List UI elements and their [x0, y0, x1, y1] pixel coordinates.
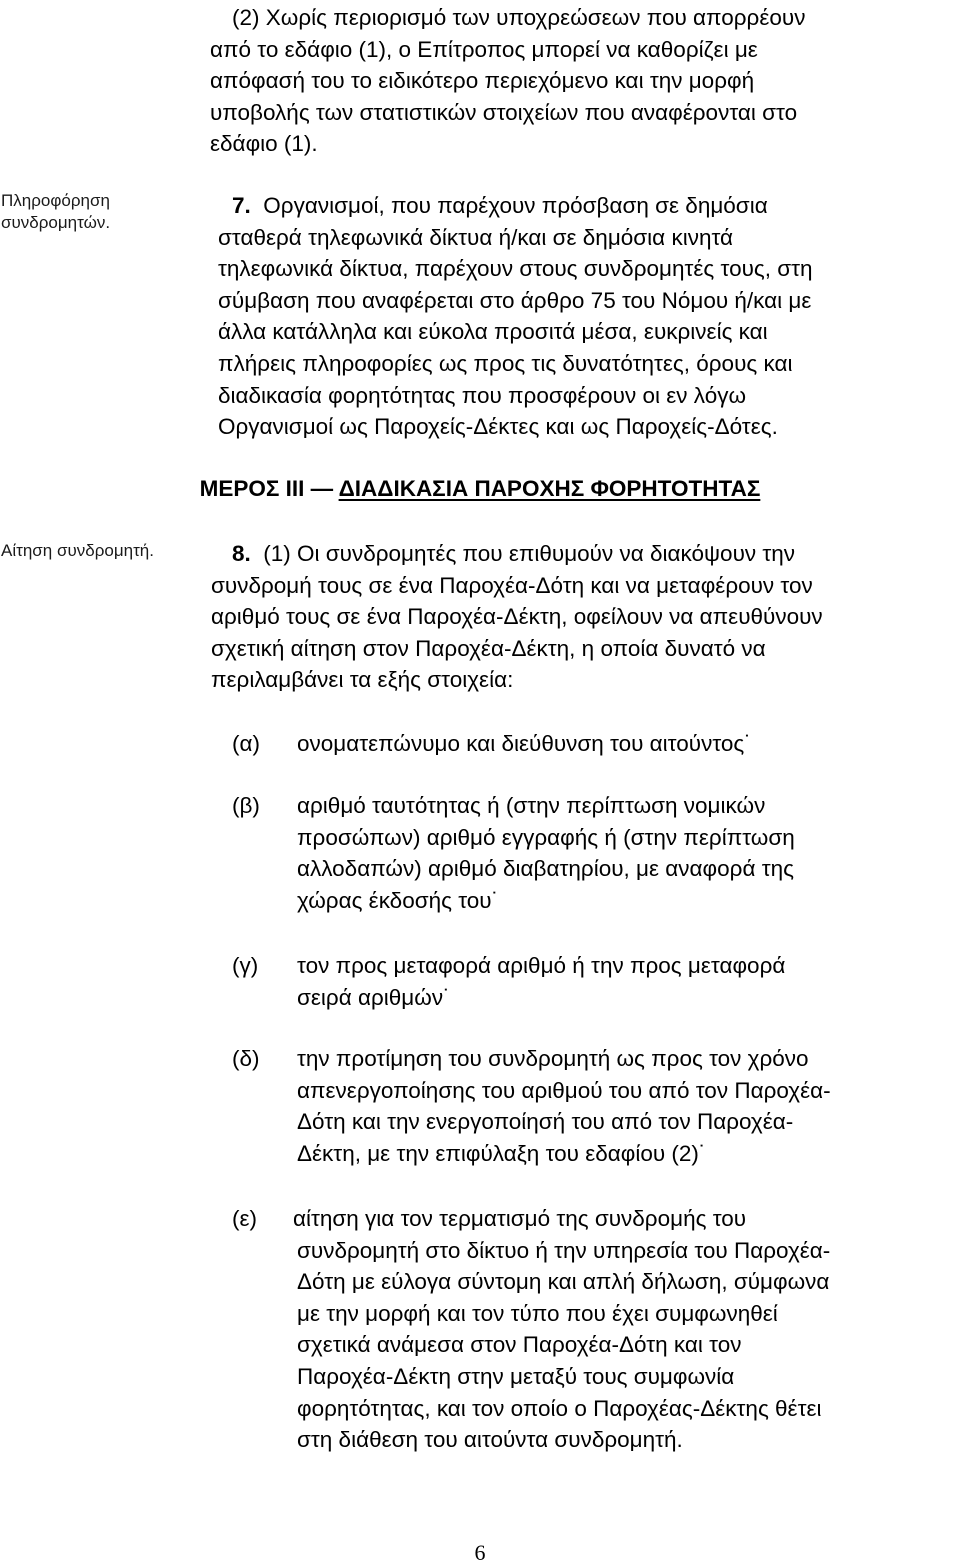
text-line: συνδρομή τους σε ένα Παροχέα-Δότη και να μεταφέρουν τον	[211, 572, 813, 598]
text-line: απόφασή του το ειδικότερο περιεχόμενο και την μορφή	[210, 68, 755, 94]
section-7	[218, 190, 953, 443]
list-item-text	[297, 1043, 947, 1169]
text-line: φορητότητας, και τον οποίο ο Παροχέας-Δέκτης θέτει	[297, 1395, 822, 1421]
section-7-first-line	[232, 190, 953, 222]
part-heading-dash: —	[304, 476, 339, 501]
text-line: σχετική αίτηση στον Παροχέα-Δέκτη, η οποία δυνατό να	[211, 635, 766, 661]
text-line: Δέκτη, με την επιφύλαξη του εδαφίου (2)˙	[297, 1140, 707, 1166]
list-item-text	[293, 1203, 947, 1456]
text-line: στη διάθεση του αιτούντα συνδρομητή.	[297, 1427, 683, 1453]
text-line: από το εδάφιο (1), ο Επίτροπος μπορεί να καθορίζει με	[210, 36, 758, 62]
part-heading	[0, 476, 960, 502]
text-line: πλήρεις πληροφορίες ως προς τις δυνατότητες, όρους και	[218, 350, 793, 376]
part-heading-title: ΔΙΑΔΙΚΑΣΙΑ ΠΑΡΟΧΗΣ ΦΟΡΗΤΟΤΗΤΑΣ	[338, 476, 761, 501]
text-line: τον προς μεταφορά αριθμό ή την προς μεταφορά	[297, 953, 786, 978]
text-line: εδάφιο (1).	[210, 131, 318, 157]
list-item-label: (δ)	[232, 1046, 260, 1071]
text-line: αριθμό τους σε ένα Παροχέα-Δέκτη, οφείλουν να απευθύνουν	[211, 604, 823, 630]
section-number: 8.	[232, 541, 251, 566]
text-line: σταθερά τηλεφωνικά δίκτυα ή/και σε δημόσια κινητά	[218, 224, 734, 250]
text-line: σχετικά ανάμεσα στον Παροχέα-Δότη και τον	[297, 1332, 742, 1358]
margin-note-line: συνδρομητών.	[1, 213, 111, 232]
text-line: σειρά αριθμών˙	[297, 984, 451, 1010]
text-line: αίτηση για τον τερματισμό της συνδρομής του	[293, 1206, 747, 1231]
section-8	[211, 538, 956, 696]
list-item-label: (ε)	[232, 1206, 258, 1231]
text-line: Οργανισμοί ως Παροχείς-Δέκτες και ως Παροχείς-Δότες.	[218, 414, 778, 440]
list-item-text	[297, 790, 947, 916]
list-item-text	[297, 950, 947, 1013]
text-line: συνδρομητή στο δίκτυο ή την υπηρεσία του Παροχέα-	[297, 1237, 831, 1263]
list-item-text	[297, 728, 947, 760]
text-line: απενεργοποίησης του αριθμού του από τον Παροχέα-	[297, 1077, 831, 1103]
text-line: σύμβαση που αναφέρεται στο άρθρο 75 του Νόμου ή/και με	[218, 287, 812, 313]
text-line: Οργανισμοί, που παρέχουν πρόσβαση σε δημόσια	[263, 193, 768, 218]
text-line: (1) Οι συνδρομητές που επιθυμούν να διακόψουν την	[257, 541, 796, 566]
text-line: αριθμό ταυτότητας ή (στην περίπτωση νομικών	[297, 793, 766, 818]
part-heading-number: ΜΕΡΟΣ ΙΙΙ	[199, 476, 305, 501]
text-line: ονοματεπώνυμο και διεύθυνση του αιτούντος˙	[297, 731, 752, 756]
text-line: Παροχέα-Δέκτη στην μεταξύ τους συμφωνία	[297, 1363, 735, 1389]
list-item-label: (γ)	[232, 953, 259, 978]
list-item-label: (β)	[232, 793, 260, 818]
text-line: τηλεφωνικά δίκτυα, παρέχουν στους συνδρομητές τους, στη	[218, 256, 813, 282]
margin-note-line: Αίτηση συνδρομητή.	[1, 541, 154, 560]
margin-note-section-7	[1, 190, 110, 234]
text-line: Δότη με εύλογα σύντομη και απλή δήλωση, σύμφωνα	[297, 1269, 830, 1295]
text-line: διαδικασία φορητότητας που προσφέρουν οι εν λόγω	[218, 382, 747, 408]
section-number: 7.	[232, 193, 251, 218]
text-line: άλλα κατάλληλα και εύκολα προσιτά μέσα, ευκρινείς και	[218, 319, 768, 345]
text-line: περιλαμβάνει τα εξής στοιχεία:	[211, 667, 514, 693]
subsection-2	[210, 2, 952, 160]
text-line: προσώπων) αριθμό εγγραφής ή (στην περίπτωση	[297, 824, 795, 850]
text-line: Δότη και την ενεργοποίησή του από τον Παροχέα-	[297, 1109, 794, 1135]
text-line: (2) Χωρίς περιορισμό των υποχρεώσεων που απορρέουν	[232, 5, 806, 30]
text-line: αλλοδαπών) αριθμό διαβατηρίου, με αναφορά της	[297, 856, 794, 882]
page-number: 6	[474, 1540, 486, 1565]
section-8-first-line	[232, 538, 956, 570]
text-line: χώρας έκδοσής του˙	[297, 887, 500, 913]
text-line: με την μορφή και τον τύπο που έχει συμφωνηθεί	[297, 1300, 778, 1326]
text-line: υποβολής των στατιστικών στοιχείων που αναφέρονται στο	[210, 99, 798, 125]
margin-note-section-8	[1, 540, 154, 562]
list-item-label: (α)	[232, 731, 260, 756]
text-line: την προτίμηση του συνδρομητή ως προς τον χρόνο	[297, 1046, 809, 1071]
margin-note-line: Πληροφόρηση	[1, 191, 110, 210]
